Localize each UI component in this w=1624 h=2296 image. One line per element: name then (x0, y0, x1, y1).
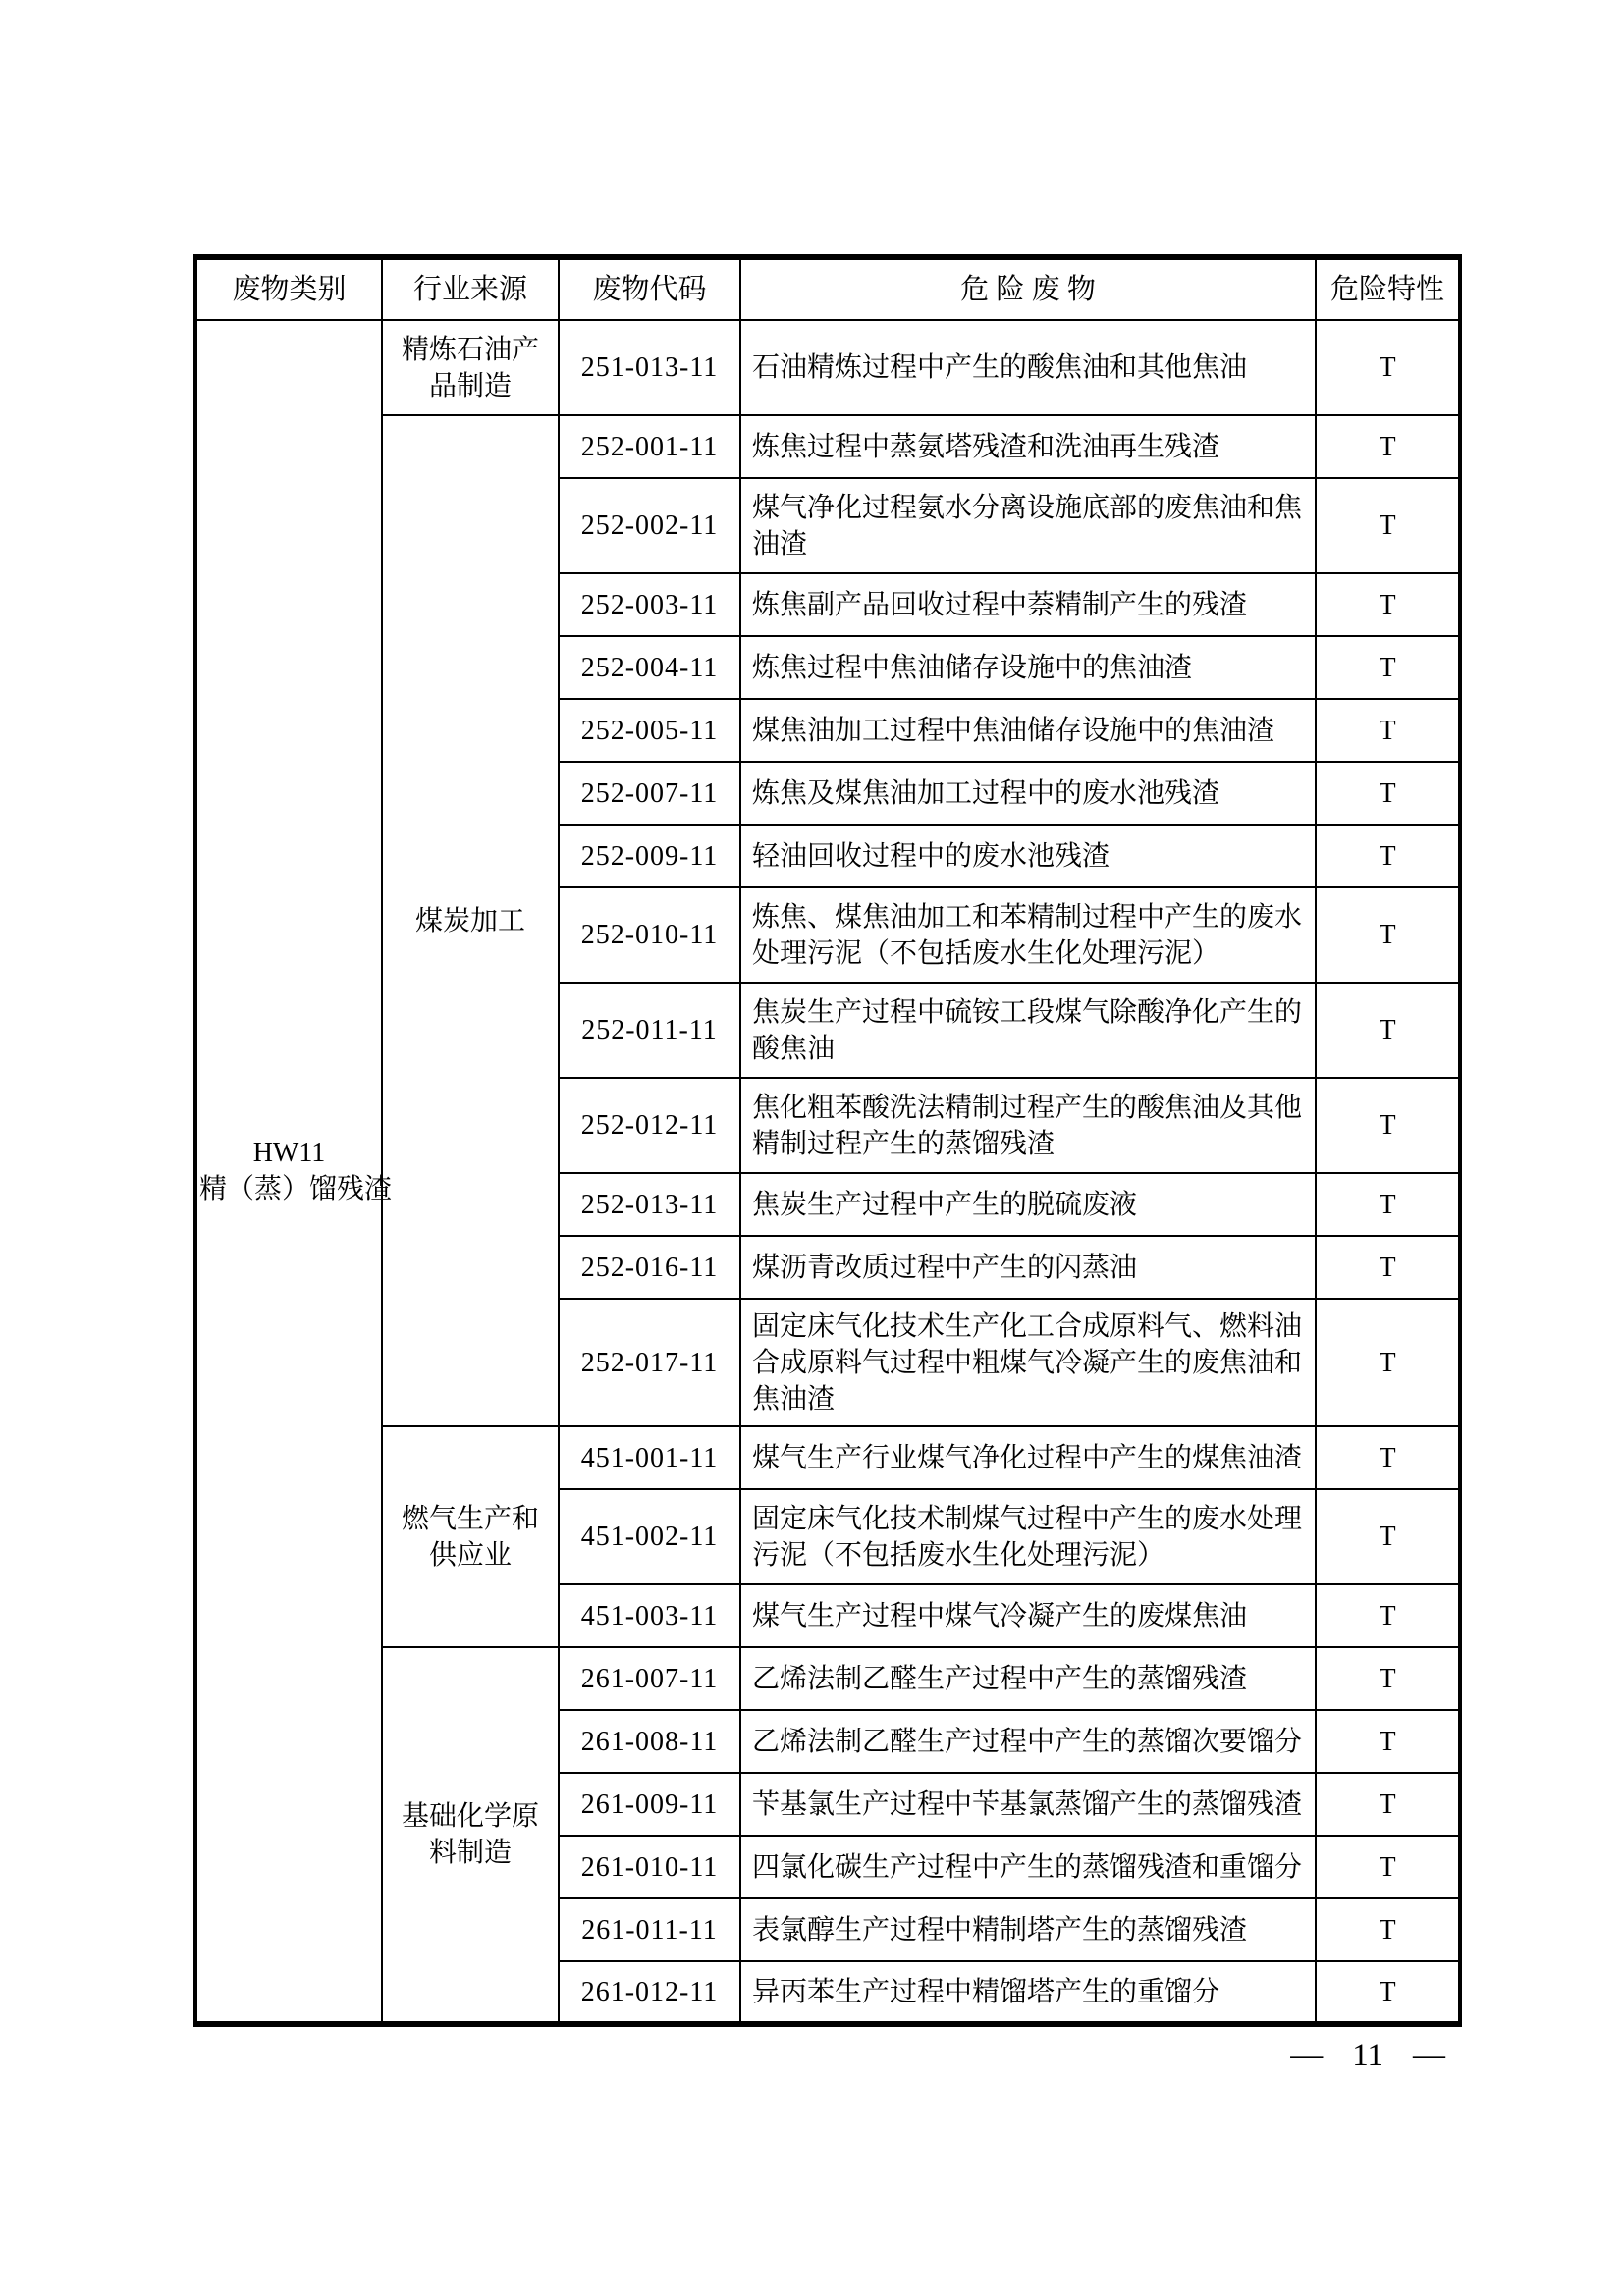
hazard-property-cell: T (1316, 1898, 1460, 1961)
hazard-property-cell: T (1316, 1426, 1460, 1489)
table-header-row (195, 257, 1460, 320)
waste-code-cell: 252-010-11 (559, 887, 740, 983)
hazardous-waste-cell: 轻油回收过程中的废水池残渣 (740, 825, 1316, 887)
waste-code-cell: 252-003-11 (559, 573, 740, 636)
hazard-property-cell: T (1316, 320, 1460, 415)
waste-code-cell: 252-002-11 (559, 478, 740, 573)
waste-code-cell: 252-013-11 (559, 1173, 740, 1236)
header-waste-code: 废物代码 (559, 257, 740, 320)
waste-code-cell: 261-008-11 (559, 1710, 740, 1773)
hazard-property-cell: T (1316, 1773, 1460, 1836)
waste-code-cell: 252-004-11 (559, 636, 740, 699)
hazard-property-cell: T (1316, 699, 1460, 762)
waste-code-cell: 261-007-11 (559, 1647, 740, 1710)
hazard-property-cell: T (1316, 478, 1460, 573)
hazard-property-cell: T (1316, 887, 1460, 983)
waste-code-cell: 261-011-11 (559, 1898, 740, 1961)
hazardous-waste-cell: 煤气生产行业煤气净化过程中产生的煤焦油渣 (740, 1426, 1316, 1489)
waste-code-cell: 252-001-11 (559, 415, 740, 478)
hazard-property-cell: T (1316, 1173, 1460, 1236)
hazardous-waste-cell: 固定床气化技术生产化工合成原料气、燃料油合成原料气过程中粗煤气冷凝产生的废焦油和焦油渣 (740, 1299, 1316, 1426)
hazard-property-cell: T (1316, 1836, 1460, 1898)
footer-dash-right: — (1413, 2038, 1445, 2073)
waste-category-name: 精（蒸）馏残渣 (199, 1174, 393, 1204)
hazardous-waste-cell: 苄基氯生产过程中苄基氯蒸馏产生的蒸馏残渣 (740, 1773, 1316, 1836)
hazardous-waste-cell: 煤气净化过程氨水分离设施底部的废焦油和焦油渣 (740, 478, 1316, 573)
hazardous-waste-cell: 炼焦过程中焦油储存设施中的焦油渣 (740, 636, 1316, 699)
hazard-property-cell: T (1316, 1584, 1460, 1647)
page-footer (1290, 2038, 1445, 2074)
waste-code-cell: 451-002-11 (559, 1489, 740, 1584)
table-row (195, 1647, 1460, 1710)
hazard-property-cell: T (1316, 1299, 1460, 1426)
table-row (195, 415, 1460, 478)
waste-code-cell: 251-013-11 (559, 320, 740, 415)
waste-code-cell: 252-009-11 (559, 825, 740, 887)
waste-code-cell: 252-012-11 (559, 1078, 740, 1173)
waste-code-cell: 451-001-11 (559, 1426, 740, 1489)
hazardous-waste-cell: 煤气生产过程中煤气冷凝产生的废煤焦油 (740, 1584, 1316, 1647)
hazardous-waste-cell: 煤焦油加工过程中焦油储存设施中的焦油渣 (740, 699, 1316, 762)
header-hazardous-waste: 危 险 废 物 (740, 257, 1316, 320)
industry-source-cell: 煤炭加工 (382, 415, 559, 1426)
waste-code-cell: 451-003-11 (559, 1584, 740, 1647)
hazard-property-cell: T (1316, 415, 1460, 478)
hazardous-waste-cell: 炼焦副产品回收过程中萘精制产生的残渣 (740, 573, 1316, 636)
hazardous-waste-table (193, 254, 1462, 2027)
hazard-property-cell: T (1316, 762, 1460, 825)
hazardous-waste-cell: 异丙苯生产过程中精馏塔产生的重馏分 (740, 1961, 1316, 2024)
industry-source-cell: 燃气生产和供应业 (382, 1426, 559, 1647)
hazard-property-cell: T (1316, 573, 1460, 636)
waste-code-cell: 252-017-11 (559, 1299, 740, 1426)
hazardous-waste-cell: 乙烯法制乙醛生产过程中产生的蒸馏次要馏分 (740, 1710, 1316, 1773)
hazard-property-cell: T (1316, 636, 1460, 699)
hazardous-waste-cell: 四氯化碳生产过程中产生的蒸馏残渣和重馏分 (740, 1836, 1316, 1898)
hazardous-waste-cell: 石油精炼过程中产生的酸焦油和其他焦油 (740, 320, 1316, 415)
hazard-property-cell: T (1316, 1236, 1460, 1299)
waste-category-code: HW11 (252, 1138, 326, 1168)
header-hazard-property: 危险特性 (1316, 257, 1460, 320)
page-number: 11 (1352, 2038, 1383, 2073)
table-row (195, 320, 1460, 415)
hazard-property-cell: T (1316, 1078, 1460, 1173)
hazardous-waste-cell: 焦炭生产过程中产生的脱硫废液 (740, 1173, 1316, 1236)
hazardous-waste-cell: 焦化粗苯酸洗法精制过程产生的酸焦油及其他精制过程产生的蒸馏残渣 (740, 1078, 1316, 1173)
table-row (195, 1426, 1460, 1489)
hazardous-waste-cell: 表氯醇生产过程中精制塔产生的蒸馏残渣 (740, 1898, 1316, 1961)
hazard-property-cell: T (1316, 1961, 1460, 2024)
footer-dash-left: — (1290, 2038, 1324, 2073)
waste-code-cell: 252-007-11 (559, 762, 740, 825)
hazard-property-cell: T (1316, 825, 1460, 887)
waste-code-cell: 261-009-11 (559, 1773, 740, 1836)
hazardous-waste-cell: 乙烯法制乙醛生产过程中产生的蒸馏残渣 (740, 1647, 1316, 1710)
waste-code-cell: 252-005-11 (559, 699, 740, 762)
hazardous-waste-cell: 炼焦、煤焦油加工和苯精制过程中产生的废水处理污泥（不包括废水生化处理污泥） (740, 887, 1316, 983)
waste-code-cell: 252-011-11 (559, 983, 740, 1078)
hazard-property-cell: T (1316, 1710, 1460, 1773)
hazardous-waste-cell: 煤沥青改质过程中产生的闪蒸油 (740, 1236, 1316, 1299)
industry-source-cell: 基础化学原料制造 (382, 1647, 559, 2024)
waste-code-cell: 261-012-11 (559, 1961, 740, 2024)
header-industry-source: 行业来源 (382, 257, 559, 320)
waste-category-cell (195, 320, 393, 2024)
hazard-property-cell: T (1316, 1647, 1460, 1710)
hazardous-waste-cell: 炼焦过程中蒸氨塔残渣和洗油再生残渣 (740, 415, 1316, 478)
hazardous-waste-cell: 固定床气化技术制煤气过程中产生的废水处理污泥（不包括废水生化处理污泥） (740, 1489, 1316, 1584)
waste-code-cell: 252-016-11 (559, 1236, 740, 1299)
hazard-property-cell: T (1316, 1489, 1460, 1584)
hazardous-waste-cell: 炼焦及煤焦油加工过程中的废水池残渣 (740, 762, 1316, 825)
waste-code-cell: 261-010-11 (559, 1836, 740, 1898)
industry-source-cell: 精炼石油产品制造 (382, 320, 559, 415)
header-waste-category: 废物类别 (195, 257, 382, 320)
hazardous-waste-cell: 焦炭生产过程中硫铵工段煤气除酸净化产生的酸焦油 (740, 983, 1316, 1078)
hazard-property-cell: T (1316, 983, 1460, 1078)
